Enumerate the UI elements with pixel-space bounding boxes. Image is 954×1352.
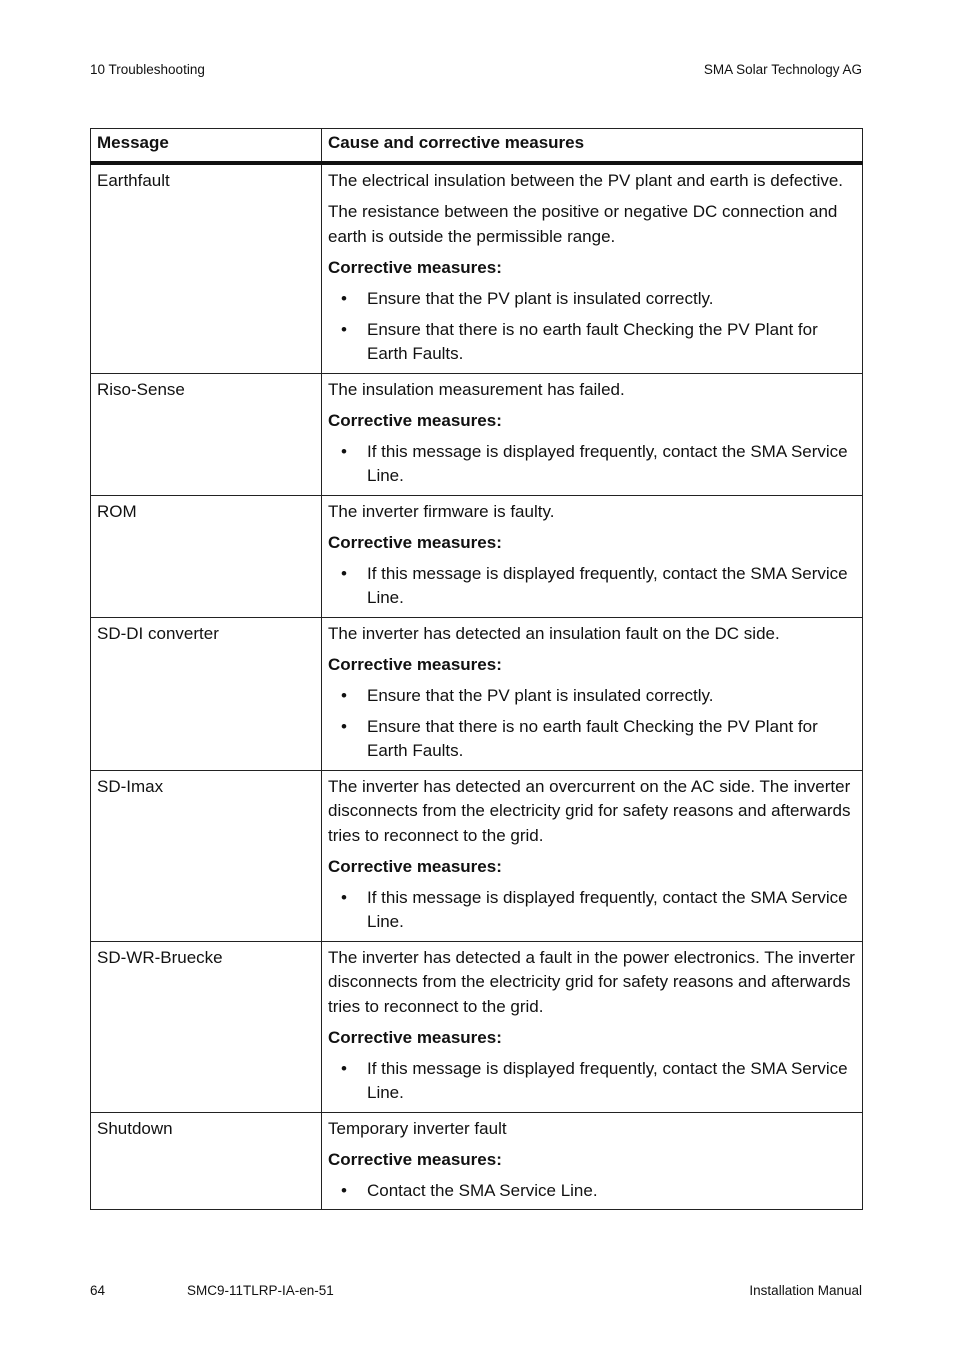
document-type: Installation Manual (749, 1283, 862, 1298)
bullet-icon: • (341, 685, 347, 705)
table-row (91, 941, 863, 1112)
bullet-icon: • (341, 887, 347, 907)
list-item-text: If this message is displayed frequently, contact the SMA Service Line. (367, 563, 848, 607)
table-row (91, 770, 863, 941)
table-row (91, 617, 863, 770)
message-cell: Riso-Sense (91, 373, 322, 495)
document-id: SMC9-11TLRP-IA-en-51 (187, 1283, 334, 1298)
list-item-text: Ensure that the PV plant is insulated correctly. (367, 288, 714, 308)
list-item-text: Ensure that the PV plant is insulated correctly. (367, 685, 714, 705)
corrective-measures-list (328, 684, 856, 764)
bullet-icon: • (341, 1180, 347, 1200)
bullet-icon: • (341, 1058, 347, 1078)
cause-text: The resistance between the positive or negative DC connection and earth is outside the permissible range. (328, 202, 838, 246)
bullet-icon: • (341, 716, 347, 736)
column-header-cause: Cause and corrective measures (322, 129, 863, 164)
corrective-measures-label: Corrective measures: (328, 1149, 502, 1169)
cause-text: The inverter has detected a fault in the power electronics. The inverter disconnects from the electricity grid for safety reasons and afterwards tries to reconnect to the grid. (328, 947, 855, 1016)
cause-text: The electrical insulation between the PV plant and earth is defective. (328, 171, 844, 190)
cause-text: The insulation measurement has failed. (328, 379, 625, 399)
corrective-measures-label: Corrective measures: (328, 654, 502, 674)
list-item (328, 1179, 856, 1204)
running-header-company: SMA Solar Technology AG (703, 62, 862, 77)
table-row (91, 373, 863, 495)
corrective-measures-label: Corrective measures: (328, 532, 502, 552)
list-item-text: If this message is displayed frequently, contact the SMA Service Line. (367, 887, 848, 931)
corrective-measures-list (328, 562, 856, 611)
list-item (328, 318, 856, 367)
corrective-measures-list (328, 440, 856, 489)
list-item (328, 287, 856, 312)
table-body (91, 163, 863, 1210)
corrective-measures-list (328, 1179, 856, 1204)
troubleshooting-table (90, 128, 863, 1210)
bullet-icon: • (341, 441, 347, 461)
message-cell: Earthfault (91, 163, 322, 373)
cause-cell (322, 941, 863, 1112)
table-row (91, 1112, 863, 1210)
cause-cell (322, 495, 863, 617)
corrective-measures-label: Corrective measures: (328, 856, 502, 876)
corrective-measures-list (328, 287, 856, 367)
list-item-text: Ensure that there is no earth fault Checking the PV Plant for Earth Faults. (367, 319, 818, 363)
cause-cell (322, 770, 863, 941)
list-item-text: Ensure that there is no earth fault Checking the PV Plant for Earth Faults. (367, 716, 818, 760)
list-item (328, 886, 856, 935)
list-item-text: If this message is displayed frequently, contact the SMA Service Line. (367, 1058, 848, 1102)
corrective-measures-label: Corrective measures: (328, 410, 502, 430)
message-cell: SD-WR-Bruecke (91, 941, 322, 1112)
cause-cell (322, 1112, 863, 1210)
bullet-icon: • (341, 319, 347, 339)
bullet-icon: • (341, 563, 347, 583)
page-number: 64 (90, 1283, 106, 1298)
table-row (91, 163, 863, 373)
message-cell: ROM (91, 495, 322, 617)
corrective-measures-list (328, 886, 856, 935)
cause-text: Temporary inverter fault (328, 1118, 507, 1138)
corrective-measures-label: Corrective measures: (328, 257, 502, 277)
list-item-text: Contact the SMA Service Line. (367, 1180, 598, 1200)
list-item (328, 562, 856, 611)
list-item-text: If this message is displayed frequently, contact the SMA Service Line. (367, 441, 848, 485)
cause-cell (322, 163, 863, 373)
corrective-measures-list (328, 1057, 856, 1106)
cause-cell (322, 373, 863, 495)
message-cell: SD-DI converter (91, 617, 322, 770)
table-row (91, 495, 863, 617)
message-cell: Shutdown (91, 1112, 322, 1210)
column-header-message: Message (91, 129, 322, 164)
cause-text: The inverter has detected an overcurrent on the AC side. The inverter disconnects from the electricity grid for safety reasons and afterwards tries to reconnect to the grid. (328, 776, 851, 845)
cause-text: The inverter has detected an insulation fault on the DC side. (328, 623, 780, 643)
list-item (328, 684, 856, 709)
running-header-chapter: 10 Troubleshooting (90, 62, 205, 77)
message-cell: SD-Imax (91, 770, 322, 941)
corrective-measures-label: Corrective measures: (328, 1027, 502, 1047)
table-header-row (91, 129, 863, 164)
cause-cell (322, 617, 863, 770)
cause-text: The inverter firmware is faulty. (328, 501, 555, 521)
bullet-icon: • (341, 288, 347, 308)
list-item (328, 1057, 856, 1106)
list-item (328, 440, 856, 489)
list-item (328, 715, 856, 764)
